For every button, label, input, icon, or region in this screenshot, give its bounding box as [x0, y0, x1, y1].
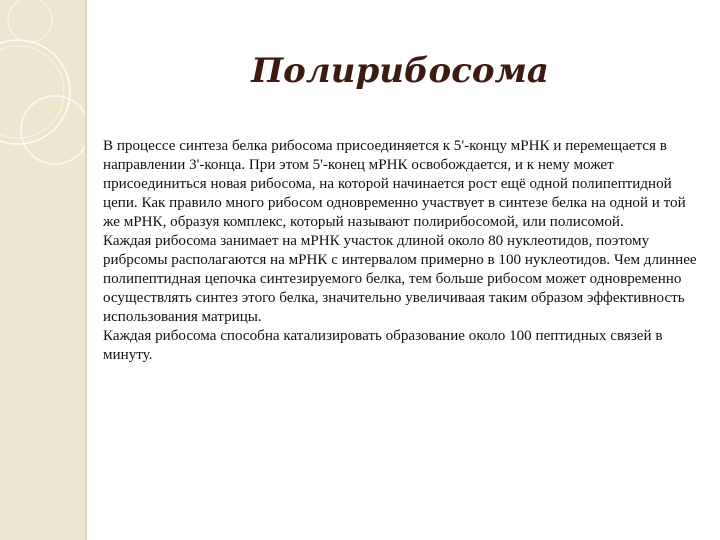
- paragraph-polysome-formation: В процессе синтеза белка рибосома присоединяется к 5'-концу мРНК и перемещается в направлении 3'-конца. При этом 5'-конец мРНК освобождается, и к нему может присоединиться новая рибосома, на которой начинается рост ещё одной полипептидной цепи. Как правило много рибосом одновременно участвует в синтезе белка на одной и той же мРНК, образуя комплекс, который называют полирибосомой, или полисомой.: [103, 138, 686, 230]
- paragraph-ribosome-spacing: Каждая рибосома занимает на мРНК участок длиной около 80 нуклеотидов, поэтому рибрсомы располагаются на мРНК с интервалом примерно в 100 нуклеотидов. Чем длиннее полипептидная цепочка синтезируемого белка, тем больше рибосом может одновременно осуществлять синтез этого белка, значительно увеличиваая таким образом эффективность использования матрицы.: [103, 233, 697, 325]
- paragraph-catalysis-rate: Каждая рибосома способна катализировать образование около 100 пептидных связей в минуту.: [103, 328, 663, 363]
- slide-title: Полирибосома: [251, 51, 549, 91]
- decorative-sidebar: [0, 0, 85, 540]
- slide-body: [103, 137, 703, 365]
- sidebar-divider: [85, 0, 87, 540]
- sidebar-circles-ornament: [0, 0, 85, 540]
